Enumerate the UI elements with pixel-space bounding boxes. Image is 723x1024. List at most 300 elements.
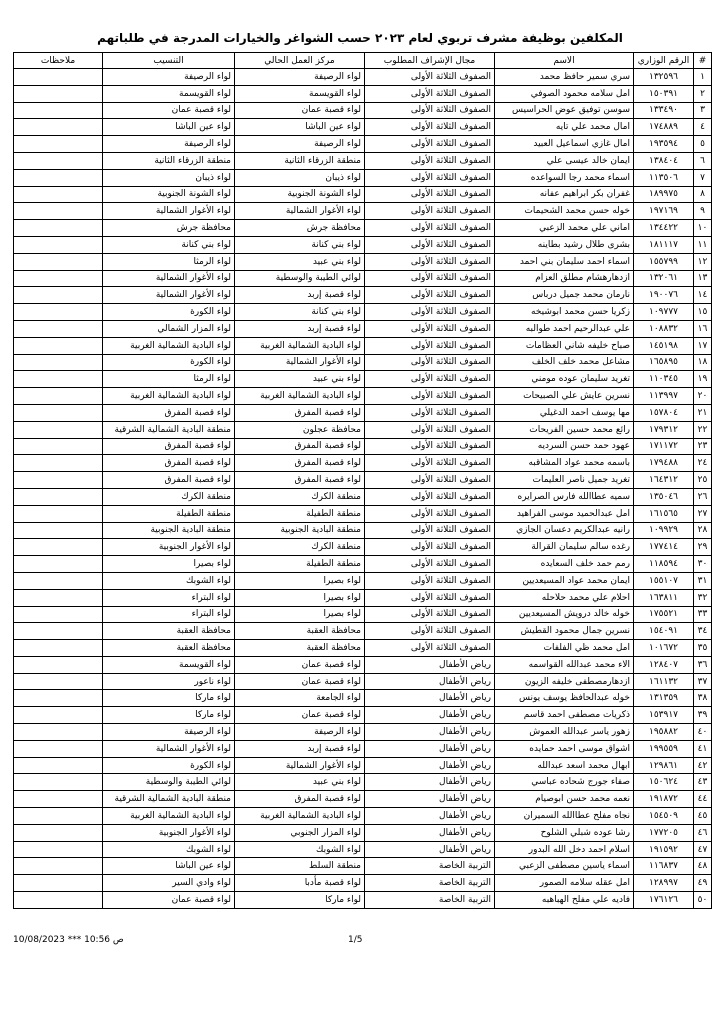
cell-name: تغريد سليمان عوده مومني bbox=[495, 371, 634, 388]
cell-nomination: لواء قصبة المفرق bbox=[103, 438, 235, 455]
cell-ministry-id: ١٨١١١٧ bbox=[634, 236, 694, 253]
cell-name: عهود حمد حسن السرديه bbox=[495, 438, 634, 455]
cell-ministry-id: ١٥٤٠٩١ bbox=[634, 623, 694, 640]
table-row bbox=[14, 488, 712, 505]
cell-name: خوله خالد درويش المسيعديين bbox=[495, 606, 634, 623]
cell-ministry-id: ١٣٢٠٦١ bbox=[634, 270, 694, 287]
cell-index: ٤٢ bbox=[694, 757, 712, 774]
cell-current-workplace: منطقة الطفيلة bbox=[235, 505, 365, 522]
cell-name: نسرين جمال محمود القطيش bbox=[495, 623, 634, 640]
cell-notes bbox=[14, 438, 103, 455]
cell-ministry-id: ١٧١١٧٢ bbox=[634, 438, 694, 455]
cell-notes bbox=[14, 186, 103, 203]
cell-index: ٣٦ bbox=[694, 656, 712, 673]
cell-index: ٣٨ bbox=[694, 690, 712, 707]
cell-index: ٢٨ bbox=[694, 522, 712, 539]
cell-supervision-field: الصفوف الثلاثة الأولى bbox=[365, 119, 495, 136]
cell-supervision-field: الصفوف الثلاثة الأولى bbox=[365, 136, 495, 153]
cell-current-workplace: لواء الرصيفة bbox=[235, 724, 365, 741]
cell-index: ٤٥ bbox=[694, 808, 712, 825]
cell-notes bbox=[14, 388, 103, 405]
table-row bbox=[14, 136, 712, 153]
cell-nomination: لواء بني كنانة bbox=[103, 236, 235, 253]
cell-nomination: لواء المزار الشمالي bbox=[103, 320, 235, 337]
cell-index: ٤٦ bbox=[694, 824, 712, 841]
cell-nomination: لواء الرصيفة bbox=[103, 724, 235, 741]
cell-nomination: منطقة الطفيلة bbox=[103, 505, 235, 522]
cell-nomination: لواء بصيرا bbox=[103, 556, 235, 573]
cell-notes bbox=[14, 892, 103, 909]
cell-ministry-id: ١٠٩٧٧٧ bbox=[634, 304, 694, 321]
cell-supervision-field: الصفوف الثلاثة الأولى bbox=[365, 472, 495, 489]
cell-index: ٦ bbox=[694, 152, 712, 169]
cell-ministry-id: ١٧٧٤١٤ bbox=[634, 539, 694, 556]
table-row bbox=[14, 556, 712, 573]
cell-current-workplace: لواء الجامعة bbox=[235, 690, 365, 707]
cell-index: ٤٩ bbox=[694, 875, 712, 892]
cell-index: ٥٠ bbox=[694, 892, 712, 909]
cell-index: ٣ bbox=[694, 102, 712, 119]
cell-nomination: لوائي الطيبة والوسطية bbox=[103, 774, 235, 791]
cell-name: رائع محمد حسين الفريحات bbox=[495, 421, 634, 438]
cell-name: اسماء محمد رجا السواعده bbox=[495, 169, 634, 186]
cell-nomination: لواء البادية الشمالية الغربية bbox=[103, 808, 235, 825]
cell-supervision-field: الصفوف الثلاثة الأولى bbox=[365, 85, 495, 102]
cell-name: نعمه محمد حسن ابوصيام bbox=[495, 791, 634, 808]
cell-nomination: لواء الأغوار الشمالية bbox=[103, 287, 235, 304]
table-row bbox=[14, 203, 712, 220]
cell-notes bbox=[14, 203, 103, 220]
cell-index: ٢٢ bbox=[694, 421, 712, 438]
cell-supervision-field: رياض الأطفال bbox=[365, 656, 495, 673]
cell-current-workplace: لواء البادية الشمالية الغربية bbox=[235, 337, 365, 354]
cell-ministry-id: ١٦١١٣٢ bbox=[634, 673, 694, 690]
cell-index: ٨ bbox=[694, 186, 712, 203]
cell-current-workplace: لواء الشونة الجنوبية bbox=[235, 186, 365, 203]
cell-ministry-id: ١٥٠٣٩١ bbox=[634, 85, 694, 102]
cell-index: ١٤ bbox=[694, 287, 712, 304]
table-row bbox=[14, 539, 712, 556]
table-row bbox=[14, 707, 712, 724]
cell-current-workplace: لواء قصبة عمان bbox=[235, 656, 365, 673]
cell-current-workplace: لواء بني عبيد bbox=[235, 371, 365, 388]
cell-current-workplace: لواء قصبة عمان bbox=[235, 102, 365, 119]
cell-nomination: لواء الأغوار الجنوبية bbox=[103, 539, 235, 556]
cell-notes bbox=[14, 119, 103, 136]
cell-ministry-id: ١٩٥٨٨٢ bbox=[634, 724, 694, 741]
table-header bbox=[14, 53, 712, 69]
cell-current-workplace: لواء قصبة المفرق bbox=[235, 455, 365, 472]
cell-name: اسماء ياسين مصطفى الزعبي bbox=[495, 858, 634, 875]
cell-nomination: لواء الشونة الجنوبية bbox=[103, 186, 235, 203]
table-row bbox=[14, 421, 712, 438]
cell-index: ٢٤ bbox=[694, 455, 712, 472]
cell-name: رمم حمد خلف السعايده bbox=[495, 556, 634, 573]
cell-index: ٤ bbox=[694, 119, 712, 136]
cell-supervision-field: الصفوف الثلاثة الأولى bbox=[365, 371, 495, 388]
cell-nomination: لواء الكورة bbox=[103, 757, 235, 774]
table-row bbox=[14, 152, 712, 169]
cell-supervision-field: الصفوف الثلاثة الأولى bbox=[365, 69, 495, 86]
cell-name: اشواق موسى احمد حمايده bbox=[495, 740, 634, 757]
cell-index: ٣٩ bbox=[694, 707, 712, 724]
cell-notes bbox=[14, 455, 103, 472]
cell-supervision-field: الصفوف الثلاثة الأولى bbox=[365, 572, 495, 589]
cell-notes bbox=[14, 539, 103, 556]
cell-notes bbox=[14, 623, 103, 640]
cell-supervision-field: رياض الأطفال bbox=[365, 724, 495, 741]
cell-name: رغده سالم سليمان القرالة bbox=[495, 539, 634, 556]
cell-supervision-field: الصفوف الثلاثة الأولى bbox=[365, 337, 495, 354]
cell-notes bbox=[14, 421, 103, 438]
cell-index: ٧ bbox=[694, 169, 712, 186]
cell-notes bbox=[14, 404, 103, 421]
cell-current-workplace: منطقة البادية الجنوبية bbox=[235, 522, 365, 539]
table-row bbox=[14, 690, 712, 707]
cell-ministry-id: ١١٨٥٩٤ bbox=[634, 556, 694, 573]
cell-name: نسرين عايش علي الصبيحات bbox=[495, 388, 634, 405]
cell-current-workplace: لواء قصبة المفرق bbox=[235, 472, 365, 489]
cell-nomination: لواء قصبة المفرق bbox=[103, 455, 235, 472]
cell-ministry-id: ١٣١٣٥٩ bbox=[634, 690, 694, 707]
page-indicator: 1/5 bbox=[348, 935, 363, 945]
cell-supervision-field: الصفوف الثلاثة الأولى bbox=[365, 455, 495, 472]
table-row bbox=[14, 337, 712, 354]
cell-nomination: لواء البادية الشمالية الغربية bbox=[103, 337, 235, 354]
table-row bbox=[14, 270, 712, 287]
cell-current-workplace: لواء قصبة المفرق bbox=[235, 791, 365, 808]
cell-index: ١١ bbox=[694, 236, 712, 253]
table-row bbox=[14, 354, 712, 371]
cell-notes bbox=[14, 589, 103, 606]
cell-name: بشرى طلال رشيد بطاينه bbox=[495, 236, 634, 253]
cell-current-workplace: لواء قصبة إربد bbox=[235, 740, 365, 757]
cell-index: ١٩ bbox=[694, 371, 712, 388]
table-body bbox=[14, 69, 712, 909]
cell-supervision-field: الصفوف الثلاثة الأولى bbox=[365, 186, 495, 203]
cell-name: الاء محمد عبدالله القواسمه bbox=[495, 656, 634, 673]
cell-name: سري سمير حافظ محمد bbox=[495, 69, 634, 86]
cell-index: ٣٠ bbox=[694, 556, 712, 573]
table-row bbox=[14, 119, 712, 136]
cell-index: ١٨ bbox=[694, 354, 712, 371]
cell-index: ٤٨ bbox=[694, 858, 712, 875]
table-row bbox=[14, 757, 712, 774]
cell-nomination: لواء عين الباشا bbox=[103, 858, 235, 875]
cell-nomination: لواء الرصيفة bbox=[103, 136, 235, 153]
cell-supervision-field: الصفوف الثلاثة الأولى bbox=[365, 606, 495, 623]
cell-supervision-field: الصفوف الثلاثة الأولى bbox=[365, 220, 495, 237]
cell-index: ١٧ bbox=[694, 337, 712, 354]
cell-notes bbox=[14, 522, 103, 539]
cell-notes bbox=[14, 102, 103, 119]
cell-ministry-id: ١٢٨٩٩٧ bbox=[634, 875, 694, 892]
table-row bbox=[14, 371, 712, 388]
cell-index: ٣١ bbox=[694, 572, 712, 589]
cell-current-workplace: لواء البادية الشمالية الغربية bbox=[235, 808, 365, 825]
cell-notes bbox=[14, 337, 103, 354]
cell-nomination: لواء البتراء bbox=[103, 589, 235, 606]
cell-supervision-field: الصفوف الثلاثة الأولى bbox=[365, 505, 495, 522]
cell-current-workplace: لواء قصبة إربد bbox=[235, 287, 365, 304]
table-row bbox=[14, 656, 712, 673]
cell-supervision-field: رياض الأطفال bbox=[365, 824, 495, 841]
cell-supervision-field: رياض الأطفال bbox=[365, 707, 495, 724]
cell-ministry-id: ١٠٨٨٣٢ bbox=[634, 320, 694, 337]
cell-supervision-field: رياض الأطفال bbox=[365, 841, 495, 858]
table-row bbox=[14, 858, 712, 875]
header-current-workplace: مركز العمل الحالي bbox=[235, 53, 365, 69]
cell-index: ٢٥ bbox=[694, 472, 712, 489]
table-row bbox=[14, 724, 712, 741]
cell-current-workplace: لواء بصيرا bbox=[235, 589, 365, 606]
cell-ministry-id: ١٦٤٣١٢ bbox=[634, 472, 694, 489]
cell-index: ١٦ bbox=[694, 320, 712, 337]
cell-notes bbox=[14, 253, 103, 270]
cell-index: ١٠ bbox=[694, 220, 712, 237]
cell-current-workplace: لواء قصبة مأدبا bbox=[235, 875, 365, 892]
cell-ministry-id: ١٢٨٤٠٧ bbox=[634, 656, 694, 673]
cell-notes bbox=[14, 136, 103, 153]
header-notes: ملاحظات bbox=[14, 53, 103, 69]
cell-name: نجاه مفلح عطاالله السميران bbox=[495, 808, 634, 825]
cell-current-workplace: منطقة الكرك bbox=[235, 488, 365, 505]
cell-supervision-field: الصفوف الثلاثة الأولى bbox=[365, 438, 495, 455]
cell-nomination: لواء القويسمة bbox=[103, 85, 235, 102]
cell-index: ٢٧ bbox=[694, 505, 712, 522]
cell-name: امال محمد علي تايه bbox=[495, 119, 634, 136]
cell-notes bbox=[14, 724, 103, 741]
cell-notes bbox=[14, 858, 103, 875]
cell-nomination: لواء ماركا bbox=[103, 707, 235, 724]
cell-notes bbox=[14, 824, 103, 841]
cell-nomination: لواء الأغوار الشمالية bbox=[103, 203, 235, 220]
cell-notes bbox=[14, 169, 103, 186]
table-row bbox=[14, 875, 712, 892]
table-row bbox=[14, 572, 712, 589]
cell-supervision-field: الصفوف الثلاثة الأولى bbox=[365, 488, 495, 505]
cell-nomination: منطقة البادية الجنوبية bbox=[103, 522, 235, 539]
cell-ministry-id: ١٣٣٤٩٠ bbox=[634, 102, 694, 119]
cell-ministry-id: ١٩٧١٦٩ bbox=[634, 203, 694, 220]
cell-supervision-field: الصفوف الثلاثة الأولى bbox=[365, 236, 495, 253]
cell-name: علي عبدالرحيم احمد طوالبه bbox=[495, 320, 634, 337]
header-name: الاسم bbox=[495, 53, 634, 69]
cell-notes bbox=[14, 152, 103, 169]
cell-supervision-field: الصفوف الثلاثة الأولى bbox=[365, 388, 495, 405]
cell-nomination: لواء عين الباشا bbox=[103, 119, 235, 136]
cell-current-workplace: لواء الأغوار الشمالية bbox=[235, 757, 365, 774]
cell-name: خوله حسن محمد الشحيمات bbox=[495, 203, 634, 220]
cell-notes bbox=[14, 488, 103, 505]
cell-supervision-field: رياض الأطفال bbox=[365, 740, 495, 757]
table-row bbox=[14, 404, 712, 421]
cell-name: امل عقله سلامه الصمور bbox=[495, 875, 634, 892]
cell-name: ازدهارمصطفى خليفه الزيون bbox=[495, 673, 634, 690]
cell-index: ١٥ bbox=[694, 304, 712, 321]
cell-nomination: منطقة البادية الشمالية الشرقية bbox=[103, 791, 235, 808]
cell-supervision-field: التربية الخاصة bbox=[365, 892, 495, 909]
cell-name: امل عبدالحميد موسى الفراهيد bbox=[495, 505, 634, 522]
cell-name: سوسن توفيق عوض الحراسيس bbox=[495, 102, 634, 119]
cell-notes bbox=[14, 875, 103, 892]
cell-notes bbox=[14, 85, 103, 102]
cell-ministry-id: ١٥٠٦٢٤ bbox=[634, 774, 694, 791]
cell-name: زهور ياسر عبدالله العموش bbox=[495, 724, 634, 741]
cell-nomination: لواء الشوبك bbox=[103, 572, 235, 589]
cell-notes bbox=[14, 572, 103, 589]
cell-nomination: لواء البادية الشمالية الغربية bbox=[103, 388, 235, 405]
cell-current-workplace: لواء ماركا bbox=[235, 892, 365, 909]
cell-ministry-id: ١٩٩٥٥٩ bbox=[634, 740, 694, 757]
cell-index: ٤٣ bbox=[694, 774, 712, 791]
cell-name: ذكريات مصطفى احمد قاسم bbox=[495, 707, 634, 724]
cell-nomination: لواء الأغوار الشمالية bbox=[103, 270, 235, 287]
table-row bbox=[14, 673, 712, 690]
cell-current-workplace: لواء بني كنانة bbox=[235, 236, 365, 253]
table-row bbox=[14, 505, 712, 522]
cell-current-workplace: محافظة جرش bbox=[235, 220, 365, 237]
cell-notes bbox=[14, 270, 103, 287]
cell-notes bbox=[14, 841, 103, 858]
cell-current-workplace: محافظة العقبة bbox=[235, 640, 365, 657]
cell-nomination: لواء ذيبان bbox=[103, 169, 235, 186]
cell-supervision-field: التربية الخاصة bbox=[365, 858, 495, 875]
cell-nomination: منطقة الزرقاء الثانية bbox=[103, 152, 235, 169]
table-row bbox=[14, 304, 712, 321]
cell-index: ٢٩ bbox=[694, 539, 712, 556]
cell-current-workplace: لواء بني عبيد bbox=[235, 253, 365, 270]
cell-notes bbox=[14, 606, 103, 623]
table-row bbox=[14, 623, 712, 640]
cell-nomination: لواء وادي السير bbox=[103, 875, 235, 892]
cell-notes bbox=[14, 371, 103, 388]
cell-ministry-id: ١٥٤٥٠٩ bbox=[634, 808, 694, 825]
table-row bbox=[14, 740, 712, 757]
cell-supervision-field: الصفوف الثلاثة الأولى bbox=[365, 169, 495, 186]
cell-index: ٥ bbox=[694, 136, 712, 153]
cell-supervision-field: رياض الأطفال bbox=[365, 757, 495, 774]
cell-ministry-id: ١٠١٦٧٢ bbox=[634, 640, 694, 657]
cell-supervision-field: الصفوف الثلاثة الأولى bbox=[365, 102, 495, 119]
cell-ministry-id: ١٢٩٨٦١ bbox=[634, 757, 694, 774]
cell-ministry-id: ١٩٠٠٧٦ bbox=[634, 287, 694, 304]
cell-nomination: لواء قصبة المفرق bbox=[103, 472, 235, 489]
cell-current-workplace: لواء الرصيفة bbox=[235, 69, 365, 86]
cell-notes bbox=[14, 287, 103, 304]
cell-current-workplace: لواء الرصيفة bbox=[235, 136, 365, 153]
cell-index: ٩ bbox=[694, 203, 712, 220]
cell-current-workplace: منطقة السلط bbox=[235, 858, 365, 875]
cell-notes bbox=[14, 236, 103, 253]
cell-name: مشاعل محمد خلف الخلف bbox=[495, 354, 634, 371]
cell-current-workplace: لواء بصيرا bbox=[235, 572, 365, 589]
cell-name: ايمان محمد عواد المسيعديين bbox=[495, 572, 634, 589]
header-supervision-field: مجال الإشراف المطلوب bbox=[365, 53, 495, 69]
cell-ministry-id: ١٣٨٤٠٤ bbox=[634, 152, 694, 169]
cell-ministry-id: ١٤٥١٩٨ bbox=[634, 337, 694, 354]
cell-supervision-field: الصفوف الثلاثة الأولى bbox=[365, 556, 495, 573]
cell-supervision-field: الصفوف الثلاثة الأولى bbox=[365, 640, 495, 657]
cell-name: غفران بكر ابراهيم عفانه bbox=[495, 186, 634, 203]
cell-nomination: لواء البتراء bbox=[103, 606, 235, 623]
cell-supervision-field: رياض الأطفال bbox=[365, 673, 495, 690]
cell-current-workplace: منطقة الطفيلة bbox=[235, 556, 365, 573]
cell-ministry-id: ١٩٣٥٩٤ bbox=[634, 136, 694, 153]
cell-name: احلام علي محمد حلاحله bbox=[495, 589, 634, 606]
cell-nomination: منطقة الكرك bbox=[103, 488, 235, 505]
cell-ministry-id: ١٣٤٤٢٢ bbox=[634, 220, 694, 237]
cell-current-workplace: منطقة الكرك bbox=[235, 539, 365, 556]
table-row bbox=[14, 186, 712, 203]
cell-notes bbox=[14, 656, 103, 673]
cell-current-workplace: لواء ذيبان bbox=[235, 169, 365, 186]
table-row bbox=[14, 253, 712, 270]
cell-current-workplace: محافظة عجلون bbox=[235, 421, 365, 438]
cell-name: تغريد جميل ناصر العليمات bbox=[495, 472, 634, 489]
cell-index: ٤٤ bbox=[694, 791, 712, 808]
cell-name: رانيه عبدالكريم دعسان الجازي bbox=[495, 522, 634, 539]
cell-notes bbox=[14, 320, 103, 337]
cell-supervision-field: الصفوف الثلاثة الأولى bbox=[365, 404, 495, 421]
cell-ministry-id: ١٣٥٠٤٦ bbox=[634, 488, 694, 505]
table-row bbox=[14, 640, 712, 657]
cell-index: ٣٢ bbox=[694, 589, 712, 606]
cell-notes bbox=[14, 707, 103, 724]
cell-ministry-id: ١٧٩٤٨٨ bbox=[634, 455, 694, 472]
cell-notes bbox=[14, 69, 103, 86]
cell-nomination: لواء الشوبك bbox=[103, 841, 235, 858]
cell-name: صفاء جورج شحاده عباسي bbox=[495, 774, 634, 791]
cell-index: ٤٠ bbox=[694, 724, 712, 741]
cell-current-workplace: لواء الأغوار الشمالية bbox=[235, 354, 365, 371]
cell-notes bbox=[14, 505, 103, 522]
cell-current-workplace: لواء بصيرا bbox=[235, 606, 365, 623]
cell-index: ٣٤ bbox=[694, 623, 712, 640]
cell-notes bbox=[14, 808, 103, 825]
table-row bbox=[14, 455, 712, 472]
cell-supervision-field: الصفوف الثلاثة الأولى bbox=[365, 152, 495, 169]
cell-current-workplace: لواء المزار الجنوبي bbox=[235, 824, 365, 841]
cell-ministry-id: ١١٣٩٩٧ bbox=[634, 388, 694, 405]
cell-index: ٣٥ bbox=[694, 640, 712, 657]
cell-ministry-id: ١٠٩٩٢٩ bbox=[634, 522, 694, 539]
cell-ministry-id: ١٧٧٢٠٥ bbox=[634, 824, 694, 841]
cell-ministry-id: ١٧٤٨٨٩ bbox=[634, 119, 694, 136]
cell-index: ٣٣ bbox=[694, 606, 712, 623]
cell-name: زكريا حسن محمد ابوشيخه bbox=[495, 304, 634, 321]
cell-current-workplace: محافظة العقبة bbox=[235, 623, 365, 640]
cell-notes bbox=[14, 740, 103, 757]
table-row bbox=[14, 892, 712, 909]
table-row bbox=[14, 388, 712, 405]
cell-supervision-field: الصفوف الثلاثة الأولى bbox=[365, 539, 495, 556]
cell-supervision-field: رياض الأطفال bbox=[365, 690, 495, 707]
cell-index: ٤٧ bbox=[694, 841, 712, 858]
cell-current-workplace: لواء البادية الشمالية الغربية bbox=[235, 388, 365, 405]
cell-supervision-field: التربية الخاصة bbox=[365, 875, 495, 892]
cell-name: باسمه محمد عواد المشاقبه bbox=[495, 455, 634, 472]
cell-notes bbox=[14, 220, 103, 237]
cell-current-workplace: لواء قصبة عمان bbox=[235, 673, 365, 690]
cell-ministry-id: ١١٦٨٣٧ bbox=[634, 858, 694, 875]
table-row bbox=[14, 606, 712, 623]
cell-name: امال غازي اسماعيل العبيد bbox=[495, 136, 634, 153]
cell-name: سميه عطاالله فارس الصرايره bbox=[495, 488, 634, 505]
cell-ministry-id: ١٨٩٩٧٥ bbox=[634, 186, 694, 203]
cell-index: ٣٧ bbox=[694, 673, 712, 690]
cell-ministry-id: ١١٣٥٠٦ bbox=[634, 169, 694, 186]
